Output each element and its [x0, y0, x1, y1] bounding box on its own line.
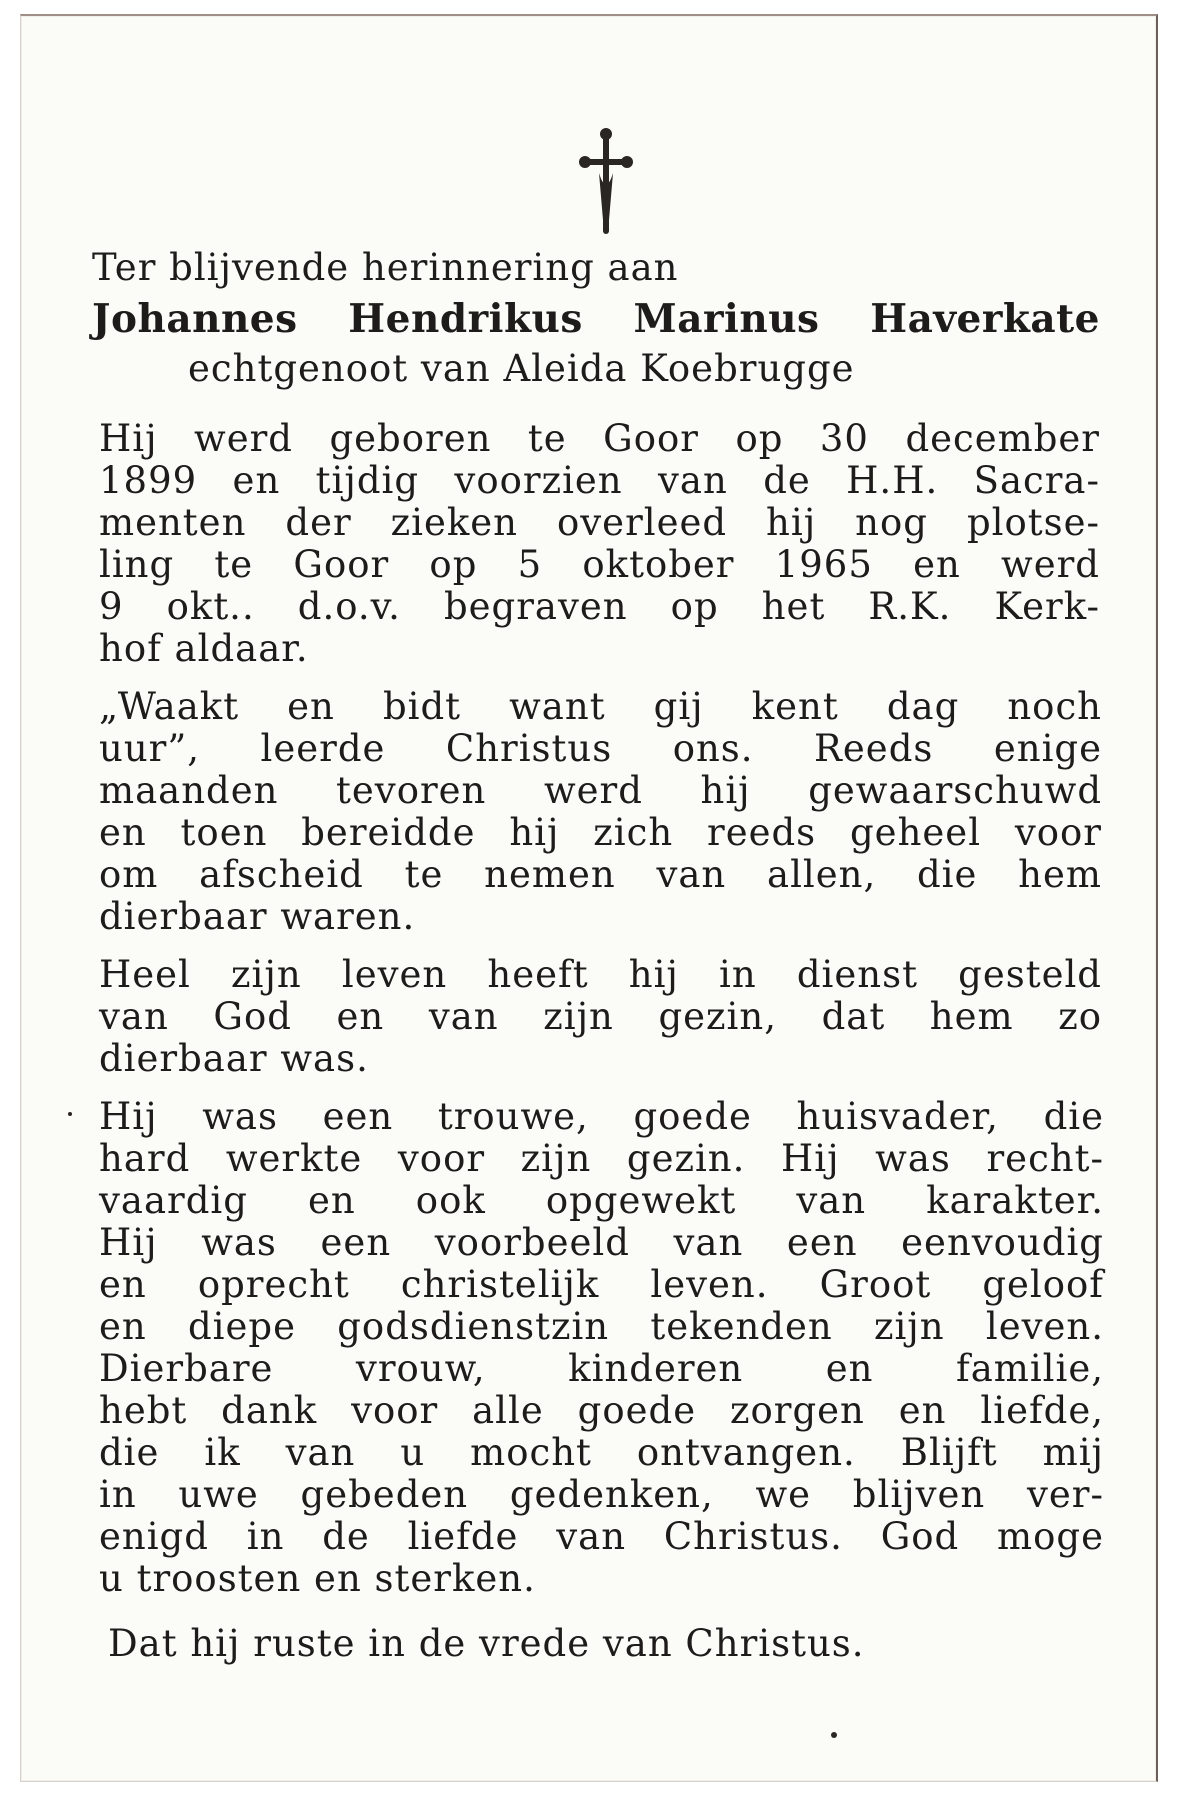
paragraph-line: dierbaar was.	[99, 1037, 369, 1080]
paragraph-line: 9 okt.. d.o.v. begraven op het R.K. Kerk-	[99, 585, 1100, 628]
paragraph-line: uur”, leerde Christus ons. Reeds enige	[99, 727, 1102, 770]
paragraph-line: en toen bereidde hij zich reeds geheel voor	[99, 811, 1102, 854]
paragraph-line: Dierbare vrouw, kinderen en familie,	[99, 1347, 1104, 1390]
card-title: Ter blijvende herinnering aan	[92, 246, 679, 289]
paragraph-line: van God en van zijn gezin, dat hem zo	[99, 995, 1102, 1038]
paragraph-line: in uwe gebeden gedenken, we blijven ver-	[99, 1473, 1104, 1516]
closing-line: Dat hij ruste in de vrede van Christus.	[108, 1622, 865, 1665]
paragraph-line: maanden tevoren werd hij gewaarschuwd	[99, 769, 1102, 812]
paragraph-line: die ik van u mocht ontvangen. Blijft mij	[99, 1431, 1104, 1474]
paragraph-line: Hij werd geboren te Goor op 30 december	[99, 417, 1100, 460]
paragraph-line: enigd in de liefde van Christus. God moge	[99, 1515, 1104, 1558]
paragraph-line: vaardig en ook opgewekt van karakter.	[99, 1179, 1104, 1222]
paragraph-line: dierbaar waren.	[99, 895, 416, 938]
ink-speck	[831, 1732, 837, 1738]
paragraph-line: Heel zijn leven heeft hij in dienst gesteld	[99, 953, 1102, 996]
paragraph-line: 1899 en tijdig voorzien van de H.H. Sacra-	[99, 459, 1100, 502]
deceased-name: Johannes Hendrikus Marinus Haverkate	[92, 296, 1100, 342]
spouse-line: echtgenoot van Aleida Koebrugge	[188, 347, 855, 390]
ink-speck	[68, 1112, 72, 1116]
paragraph-line: hof aldaar.	[99, 627, 309, 670]
paragraph-line: en oprecht christelijk leven. Groot geloof	[99, 1263, 1104, 1306]
paragraph-line: Hij was een trouwe, goede huisvader, die	[99, 1095, 1104, 1138]
paragraph-line: ling te Goor op 5 oktober 1965 en werd	[99, 543, 1100, 586]
cross-icon	[579, 128, 633, 240]
paragraph-line: hard werkte voor zijn gezin. Hij was recht-	[99, 1137, 1104, 1180]
paragraph-line: Hij was een voorbeeld van een eenvoudig	[99, 1221, 1104, 1264]
paragraph-line: menten der zieken overleed hij nog plotse-	[99, 501, 1100, 544]
paragraph-line: en diepe godsdienstzin tekenden zijn leven.	[99, 1305, 1104, 1348]
paragraph-line: u troosten en sterken.	[99, 1557, 536, 1600]
paragraph-line: om afscheid te nemen van allen, die hem	[99, 853, 1102, 896]
paragraph-line: „Waakt en bidt want gij kent dag noch	[99, 685, 1102, 728]
paragraph-line: hebt dank voor alle goede zorgen en liefde,	[99, 1389, 1104, 1432]
